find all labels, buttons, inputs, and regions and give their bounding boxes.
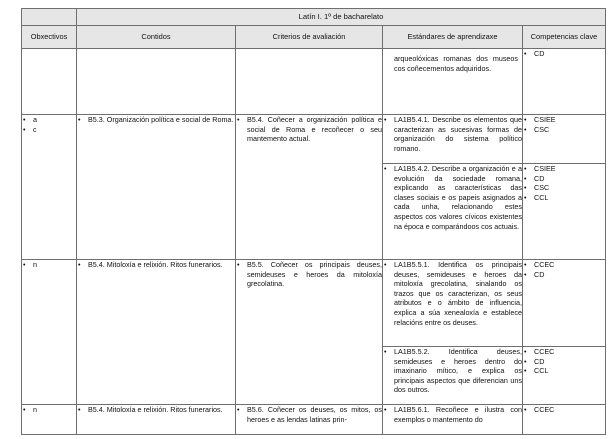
table-row <box>22 49 606 115</box>
competencias-cell <box>523 49 606 115</box>
criterios-cell <box>236 405 383 435</box>
estandar-item: • LA1B5.6.1. Recoñece e ilustra con exemplos o mantemento do <box>383 405 522 424</box>
obxectivo-item: • c <box>22 125 76 135</box>
competencia-item: • CD <box>523 174 605 184</box>
obxectivos-cell <box>22 405 77 435</box>
competencias-list <box>523 115 605 134</box>
criterio-item: • B5.6. Coñecer os deuses, os mitos, os heroes e as lendas latinas prin- <box>236 405 382 424</box>
criterio-item: • B5.4. Coñecer a organización política e social de Roma e recoñecer o seu mantemento actual. <box>236 115 382 144</box>
competencias-cell <box>523 347 606 405</box>
competencia-item: • CCEC <box>523 347 605 357</box>
estandar-text: arqueolóxicas romanas dos museos cos coñecementos adquiridos. <box>394 54 518 73</box>
contidos-cell <box>77 260 236 405</box>
competencias-cell <box>523 115 606 164</box>
competencias-cell <box>523 405 606 435</box>
table-row <box>22 405 606 435</box>
competencia-item: • CD <box>523 357 605 367</box>
estandar-list <box>383 260 522 327</box>
competencia-item: • CSC <box>523 125 605 135</box>
title-empty-cell <box>22 9 77 26</box>
competencias-list <box>523 347 605 376</box>
estandar-list <box>383 164 522 231</box>
obxectivos-cell <box>22 49 77 115</box>
estandar-item: • LA1B5.4.1. Describe os elementos que caracterizan as sucesivas formas de organización do sistema político romano. <box>383 115 522 153</box>
header-contidos: Contidos <box>77 26 236 49</box>
header-competencias: Competencias clave <box>523 26 606 49</box>
column-header-row <box>22 26 606 49</box>
estandar-list <box>383 115 522 153</box>
competencias-cell <box>523 260 606 347</box>
competencia-item: • CSC <box>523 183 605 193</box>
obxectivos-cell <box>22 115 77 260</box>
competencias-list <box>523 164 605 202</box>
curriculum-document <box>21 8 606 435</box>
criterios-list <box>236 260 382 289</box>
competencia-item: • CCEC <box>523 405 605 415</box>
criterios-cell <box>236 49 383 115</box>
estandar-list <box>383 347 522 395</box>
estandar-list <box>383 405 522 424</box>
contidos-list <box>77 260 235 270</box>
table-title: Latín I. 1º de bacharelato <box>77 9 606 26</box>
competencia-item: • CCL <box>523 193 605 203</box>
criterios-cell <box>236 260 383 405</box>
obxectivos-list <box>22 115 76 134</box>
competencia-item: • CCEC <box>523 260 605 270</box>
competencias-list <box>523 49 605 59</box>
contidos-list <box>77 405 235 415</box>
contido-item: • B5.4. Mitoloxía e relixión. Ritos funerarios. <box>77 405 235 415</box>
estandar-cell <box>383 405 523 435</box>
estandar-item: • LA1B5.4.2. Describe a organización e a evolución da sociedade romana, explicando as características das clases sociais e os papeis asignados a cada unha, relacionando estes aspectos cos valores cívicos existentes na época e comparándoos cos actuais. <box>383 164 522 231</box>
obxectivo-item: • a <box>22 115 76 125</box>
header-estandares: Estándares de aprendizaxe <box>383 26 523 49</box>
estandar-cell <box>383 260 523 347</box>
estandar-cell <box>383 115 523 164</box>
estandar-cell <box>383 49 523 115</box>
competencias-list <box>523 405 605 415</box>
table-row <box>22 260 606 347</box>
competencias-list <box>523 260 605 279</box>
criterios-list <box>236 115 382 144</box>
competencia-item: • CD <box>523 49 605 59</box>
competencia-item: • CSIEE <box>523 115 605 125</box>
criterios-list <box>236 405 382 424</box>
estandar-item: • LA1B5.5.1. Identifica os principais deuses, semideuses e heroes da mitoloxía grecolatina, sinalando os trazos que os caracterizan, os seus atributos e o ámbito de influencia, explica a súa xenealoxía e establece relacións entre os deuses. <box>383 260 522 327</box>
criterio-item: • B5.5. Coñecer os principais deuses, semideuses e heroes da mitoloxía grecolatina. <box>236 260 382 289</box>
table-row <box>22 115 606 164</box>
curriculum-table <box>21 8 606 435</box>
contidos-cell <box>77 49 236 115</box>
competencia-item: • CCL <box>523 366 605 376</box>
contido-item: • B5.4. Mitoloxía e relixión. Ritos funerarios. <box>77 260 235 270</box>
table-title-row <box>22 9 606 26</box>
competencia-item: • CD <box>523 270 605 280</box>
competencias-cell <box>523 164 606 260</box>
contidos-cell <box>77 405 236 435</box>
header-criterios: Criterios de avaliación <box>236 26 383 49</box>
contidos-cell <box>77 115 236 260</box>
contidos-list <box>77 115 235 125</box>
obxectivos-cell <box>22 260 77 405</box>
obxectivo-item: • n <box>22 405 76 415</box>
header-obxectivos: Obxectivos <box>22 26 77 49</box>
estandar-cell <box>383 164 523 260</box>
obxectivos-list <box>22 405 76 415</box>
competencia-item: • CSIEE <box>523 164 605 174</box>
obxectivo-item: • n <box>22 260 76 270</box>
estandar-item: • LA1B5.5.2. Identifica deuses, semideuses e heroes dentro do imaxinario mítico, e explica os principais aspectos que diferencian uns dos outros. <box>383 347 522 395</box>
criterios-cell <box>236 115 383 260</box>
obxectivos-list <box>22 260 76 270</box>
estandar-cell <box>383 347 523 405</box>
contido-item: • B5.3. Organización política e social de Roma. <box>77 115 235 125</box>
